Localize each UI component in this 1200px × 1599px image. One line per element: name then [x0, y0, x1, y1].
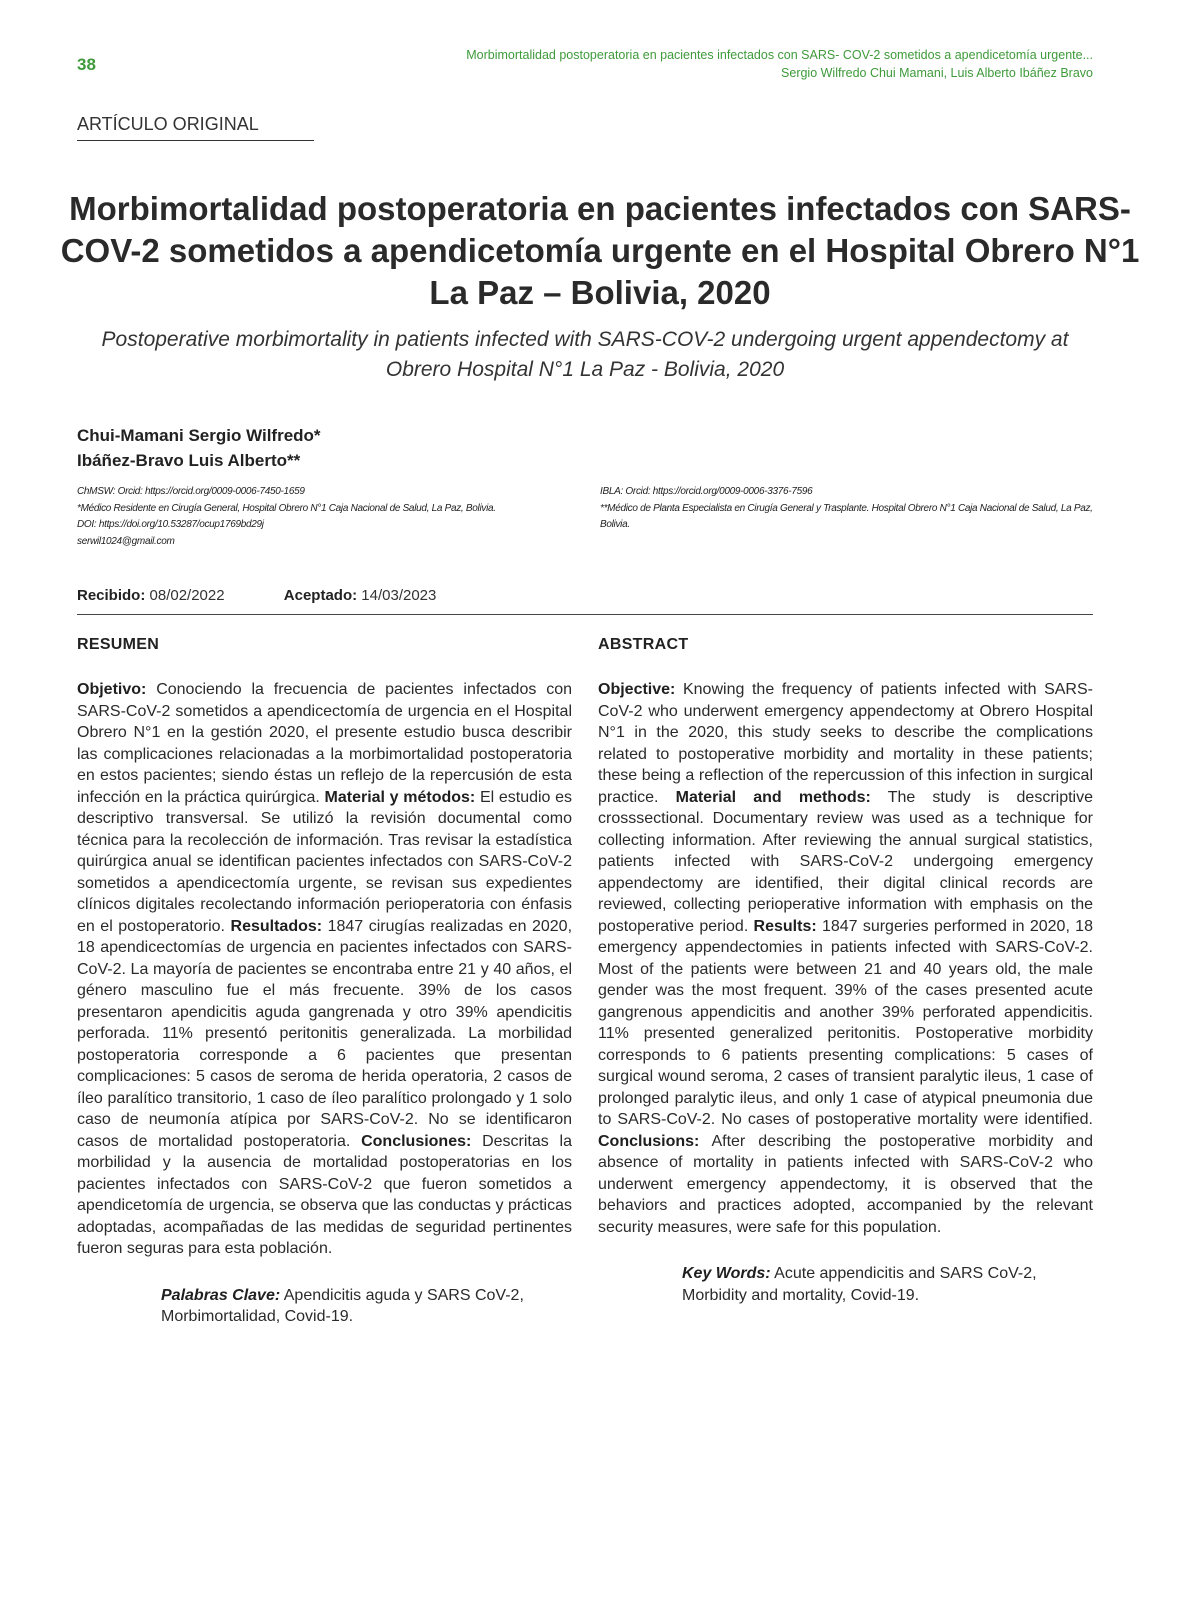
- conclusions-label: Conclusiones:: [361, 1132, 472, 1150]
- resumen-heading: RESUMEN: [77, 636, 160, 653]
- keywords-text: Acute appendicitis and SARS CoV-2, Morbidity and mortality, Covid-19.: [682, 1265, 1037, 1304]
- methods-label: Material y métodos:: [324, 788, 476, 806]
- results-text: 1847 cirugías realizadas en 2020, 18 apendicectomías de urgencia en pacientes infectados con SARS-CoV-2. La mayoría de pacientes se encontraba entre 21 y 40 años, el género masculino fue el más frecuente. 39% de los casos presentaron apendicitis aguda gangrenada y otro 39% apendicitis perforada. 11% presentó peritonitis generalizada. La morbilidad postoperatoria corresponde a 6 pacientes que presentan complicaciones: 5 casos de seroma de herida operatoria, 2 casos de íleo paralítico transitorio, 1 caso de íleo paralítico prolongado y 1 solo caso de neumonía atípica por SARS-CoV-2. No se identificaron casos de mortalidad postoperatoria.: [77, 917, 573, 1150]
- objective-label: Objetivo:: [77, 681, 147, 698]
- page-number: 38: [77, 55, 96, 74]
- orcid-line[interactable]: IBLA: Orcid: https://orcid.org/0009-0006-3376-7596: [600, 486, 813, 497]
- keywords: [161, 1285, 572, 1328]
- doi-line[interactable]: DOI: https://doi.org/10.53287/ocup1769bd29j: [77, 519, 264, 530]
- running-title: Morbimortalidad postoperatoria en pacientes infectados con SARS- COV-2 sometidos a apendicetomía urgente...: [466, 48, 1093, 62]
- accepted-value: 14/03/2023: [361, 587, 437, 604]
- running-authors: Sergio Wilfredo Chui Mamani, Luis Alberto Ibáñez Bravo: [781, 66, 1093, 80]
- keywords: [682, 1263, 1093, 1306]
- affiliation-left: [77, 484, 557, 550]
- received-label: Recibido:: [77, 587, 146, 604]
- methods-text: El estudio es descriptivo transversal. Se utilizó la revisión documental como técnica para la recolección de información. Tras revisar la estadística quirúrgica anual se identifican pacientes infectados con SARS-CoV-2 sometidos a apendicectomía urgente, se revisan sus expedientes clínicos digitales recolectando información perioperatoria con énfasis en el postoperatorio.: [77, 788, 573, 935]
- divider: [77, 614, 1093, 615]
- article-title: Morbimortalidad postoperatoria en pacientes infectados con SARS-COV-2 sometidos a apendicetomía urgente en el Hospital Obrero N°1 La Paz – Bolivia, 2020: [60, 190, 1140, 311]
- abstract-body: [598, 679, 1093, 1238]
- received-date: [77, 587, 225, 604]
- dates-row: [77, 587, 436, 604]
- results-label: Resultados:: [230, 917, 323, 935]
- results-label: Results:: [753, 917, 817, 935]
- results-text: 1847 surgeries performed in 2020, 18 emergency appendectomies in patients infected with SARS-CoV-2. Most of the patients were between 21 and 40 years old, the male gender was the most frequent. 39% of the cases presented acute gangrenous appendicitis and another 39% perforated appendicitis. 11% presented generalized peritonitis. Postoperative morbidity corresponds to 6 patients presenting complications: 5 cases of surgical wound seroma, 2 cases of transient paralytic ileus, 1 case of prolonged paralytic ileus, and only 1 case of atypical pneumonia due to SARS-CoV-2. No cases of postoperative mortality were identified.: [598, 917, 1093, 1128]
- conclusions-label: Conclusions:: [598, 1132, 700, 1150]
- keywords-text: Apendicitis aguda y SARS CoV-2, Morbimortalidad, Covid-19.: [161, 1286, 524, 1325]
- received-value: 08/02/2022: [149, 587, 225, 604]
- accepted-date: [284, 587, 437, 604]
- orcid-line[interactable]: ChMSW: Orcid: https://orcid.org/0009-0006-7450-1659: [77, 486, 305, 497]
- author-list: [77, 423, 321, 473]
- keywords-label: Key Words:: [682, 1265, 771, 1282]
- affiliation-line: **Médico de Planta Especialista en Cirugía General y Trasplante. Hospital Obrero N°1 Caja Nacional de Salud, La Paz, Bolivia.: [600, 502, 1093, 530]
- article-subtitle: Postoperative morbimortality in patients infected with SARS-COV-2 undergoing urgent appendectomy at Obrero Hospital N°1 La Paz - Bolivia, 2020: [101, 328, 1069, 381]
- affiliation-right: [600, 484, 1095, 534]
- conclusions-text: Descritas la morbilidad y la ausencia de mortalidad postoperatorias en los pacientes infectados con SARS-CoV-2 que fueron sometidos a apendicetomía de urgencia, se observa que las conductas y prácticas adoptadas, acompañadas de las medidas de seguridad pertinentes fueron seguras para esta población.: [77, 1132, 572, 1257]
- running-header: [466, 46, 1093, 82]
- author-name: Ibáñez-Bravo Luis Alberto**: [77, 451, 301, 470]
- methods-text: The study is descriptive crosssectional. Documentary review was used as a technique for collecting information. After reviewing the annual surgical statistics, patients infected with SARS-CoV-2 undergoing emergency appendectomy are identified, their digital clinical records are reviewed, collecting perioperative information with emphasis on the postoperative period.: [598, 788, 1093, 935]
- keywords-label: Palabras Clave:: [161, 1286, 281, 1304]
- objective-text: Knowing the frequency of patients infected with SARS-CoV-2 who underwent emergency appendectomy at Obrero Hospital N°1 in the 2020, this study seeks to describe the complications related to postoperative morbidity and mortality in these patients; these being a reflection of the repercussion of this infection in surgical practice.: [598, 681, 1093, 806]
- objective-label: Objective:: [598, 681, 676, 698]
- email-line[interactable]: serwil1024@gmail.com: [77, 535, 175, 547]
- abstract-column: [598, 636, 1093, 1306]
- methods-label: Material and methods:: [675, 788, 871, 806]
- abstract-heading: ABSTRACT: [598, 636, 689, 653]
- objective-text: Conociendo la frecuencia de pacientes infectados con SARS-CoV-2 sometidos a apendicectomía de urgencia en el Hospital Obrero N°1 en la gestión 2020, el presente estudio busca describir las complicaciones relacionadas a la morbimortalidad postoperatoria en estos pacientes; siendo éstas un reflejo de la repercusión de esta infección en la práctica quirúrgica.: [77, 681, 572, 806]
- section-label: ARTÍCULO ORIGINAL: [77, 114, 314, 141]
- conclusions-text: After describing the postoperative morbidity and absence of mortality in patients infected with SARS-CoV-2 who underwent emergency appendectomy, it is observed that the behaviors and practices adopted, accompanied by the relevant security measures, were safe for this population.: [598, 1132, 1093, 1236]
- accepted-label: Aceptado:: [283, 587, 358, 604]
- resumen-body: [77, 679, 572, 1260]
- resumen-column: [77, 636, 572, 1328]
- affiliation-line: *Médico Residente en Cirugía General, Hospital Obrero N°1 Caja Nacional de Salud, La Paz, Bolivia.: [77, 502, 496, 514]
- author-name: Chui-Mamani Sergio Wilfredo*: [77, 426, 321, 445]
